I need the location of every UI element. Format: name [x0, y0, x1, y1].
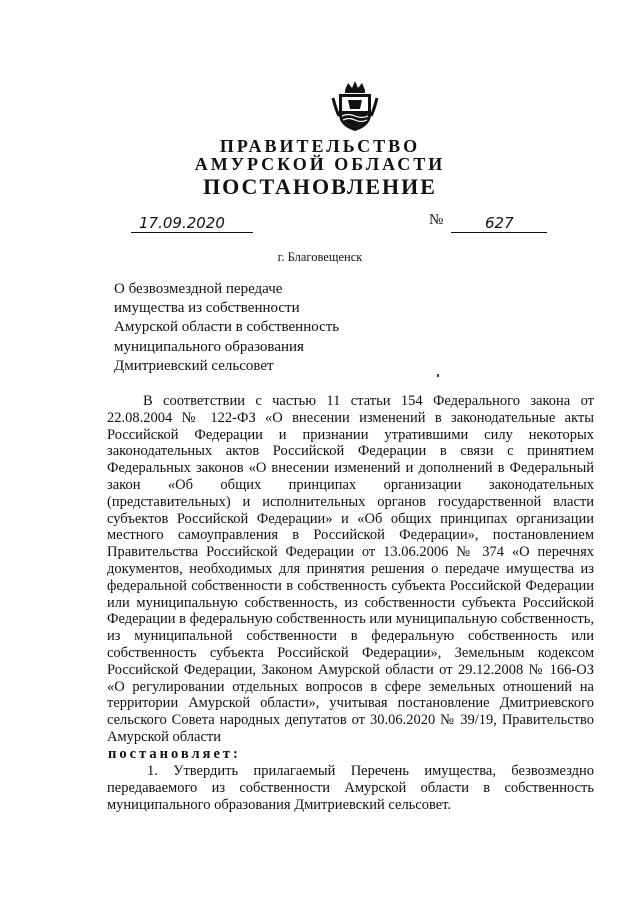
date-field	[131, 214, 253, 233]
subject-line: имущества из собственности	[114, 300, 300, 317]
subject-line: Дмитриевский сельсовет	[114, 357, 274, 374]
number-field	[451, 214, 547, 233]
document-date: 17.09.2020	[139, 214, 225, 232]
government-name-line1: ПРАВИТЕЛЬСТВО	[219, 136, 421, 156]
subject-line: муниципального образования	[114, 338, 304, 355]
amur-oblast-coat-of-arms-icon	[331, 80, 379, 132]
number-sign: №	[429, 212, 444, 228]
document-type: ПОСТАНОВЛЕНИЕ	[203, 174, 437, 199]
document-number: 627	[485, 214, 514, 232]
subject-line: О безвозмездной передаче	[114, 281, 283, 297]
city: г. Благовещенск	[277, 250, 363, 264]
subject-line: Амурской области в собственность	[114, 319, 340, 336]
decision-item-1: 1. Утвердить прилагаемый Перечень имущества, безвозмездно передаваемого из собственности Амурской области в собственность муниципального образования Дмитриевский сельсовет.	[107, 763, 594, 813]
document-subject	[114, 280, 339, 376]
government-name-line2: АМУРСКОЙ ОБЛАСТИ	[194, 154, 446, 174]
scan-speck	[437, 374, 439, 377]
preamble	[107, 393, 594, 746]
preamble-text: В соответствии с частью 11 статьи 154 Федерального закона от 22.08.2004 № 122-ФЗ «О внесении изменений в законодательные акты Российской Федерации и признании утратившими силу некоторых законодательных актов Российской Федерации в связи с принятием Федеральных законов «О внесении изменений и дополнений в Федеральный закон «Об общих принципах организации законодательных (представительных) и исполнительных органов государственной власти субъектов Российской Федерации» и «Об общих принципах организации местного самоуправления в Российской Федерации», постановлением Правительства Российской Федерации от 13.06.2006 № 374 «О перечнях документов, необходимых для принятия решения о передаче имущества из федеральной собственности в собственность субъекта Российской Федерации или муниципальную собственность, из собственности субъекта Российской Федерации в федеральную собственность или муниципальную собственность, из муниципальной собственности в федеральную собственность или собственность субъекта Российской Федерации», Земельным кодексом Российской Федерации, Законом Амурской области от 29.12.2008 № 166-ОЗ «О регулировании отдельных вопросов в сфере земельных отношений на территории Амурской области», учитывая постановление Дмитриевского сельского Совета народных депутатов от 30.06.2020 № 39/19, Правительство Амурской области	[107, 393, 594, 745]
resolve-word: постановляет:	[108, 746, 241, 762]
